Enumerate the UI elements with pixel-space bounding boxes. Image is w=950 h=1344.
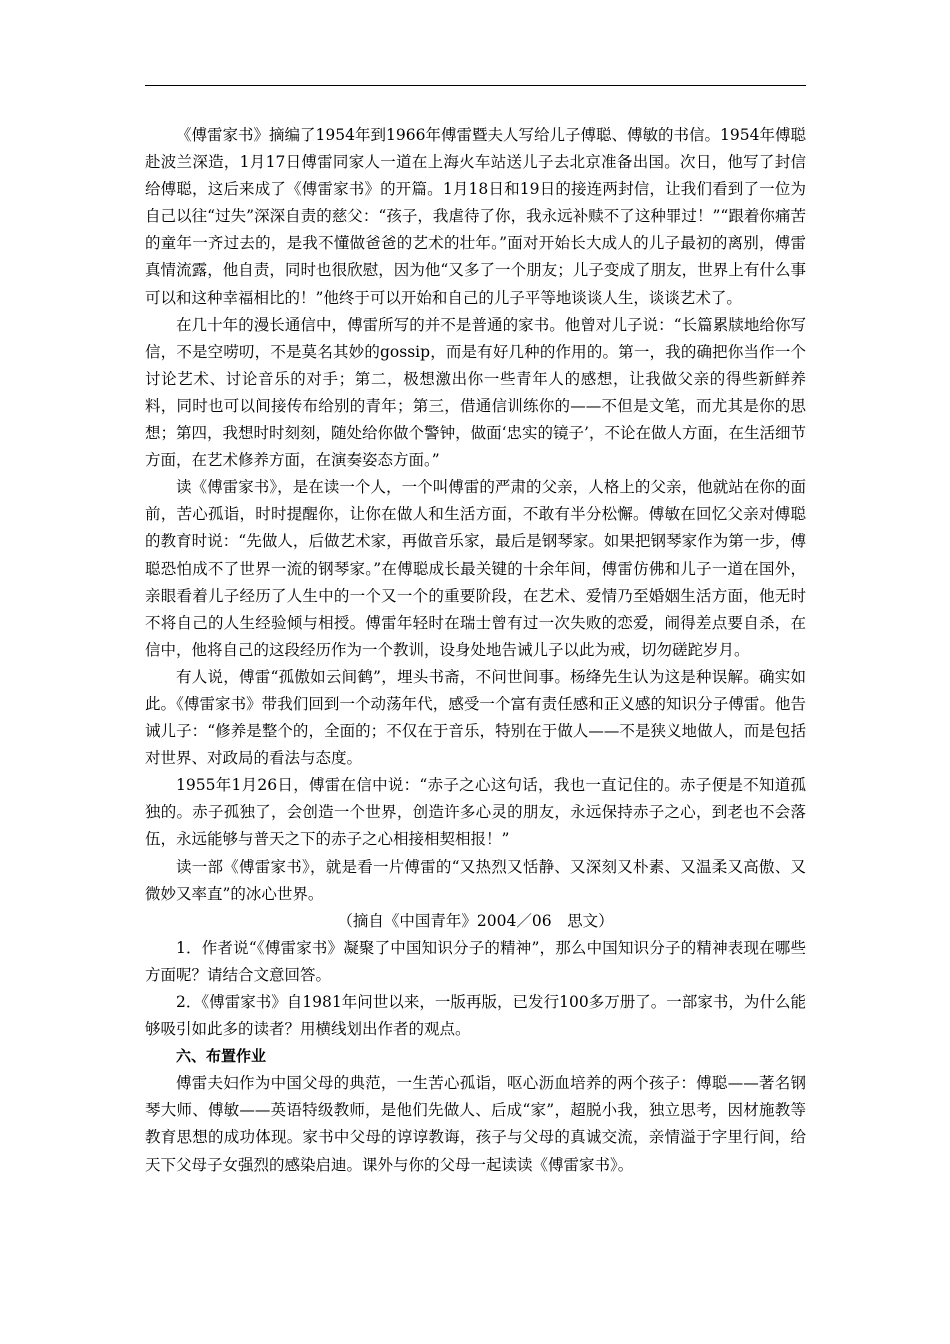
paragraph: 《傅雷家书》摘编了1954年到1966年傅雷暨夫人写给儿子傅聪、傅敏的书信。1954年傅聪赴波兰深造，1月17日傅雷同家人一道在上海火车站送儿子去北京准备出国。次日，他写了封信给傅聪，这后来成了《傅雷家书》的开篇。1月18日和19日的接连两封信，让我们看到了一位为自己以往“过失”深深自责的慈父：“孩子，我虐待了你，我永远补赎不了这种罪过！”“跟着你痛苦的童年一齐过去的，是我不懂做爸爸的艺术的壮年。”面对开始长大成人的儿子最初的离别，傅雷真情流露，他自责，同时也很欣慰，因为他“又多了一个朋友；儿子变成了朋友，世界上有什么事可以和这种幸福相比的！”他终于可以开始和自己的儿子平等地谈谈人生，谈谈艺术了。 (145, 126, 806, 307)
source-citation: （摘自《中国青年》2004／06 思文） (337, 911, 614, 930)
paragraph: 1955年1月26日，傅雷在信中说：“赤子之心这句话，我也一直记住的。赤子便是不知道孤独的。赤子孤独了，会创造一个世界，创造许多心灵的朋友，永远保持赤子之心，到老也不会落伍，永远能够与普天之下的赤子之心相接相契相报！” (145, 776, 806, 849)
paragraph: 在几十年的漫长通信中，傅雷所写的并不是普通的家书。他曾对儿子说：“长篇累牍地给你写信，不是空唠叨，不是莫名其妙的gossip，而是有好几种的作用的。第一，我的确把你当作一个讨论艺术、讨论音乐的对手；第二，极想激出你一些青年人的感想，让我做父亲的得些新鲜养料，同时也可以间接传布给别的青年；第三，借通信训练你的——不但是文笔，而尤其是你的思想；第四，我想时时刻刻，随处给你做个警钟，做面‘忠实的镜子’，不论在做人方面，在生活细节方面，在艺术修养方面，在演奏姿态方面。” (145, 315, 806, 470)
paragraph: 读一部《傅雷家书》，就是看一片傅雷的“又热烈又恬静、又深刻又朴素、又温柔又高傲、又微妙又率直”的冰心世界。 (145, 857, 806, 903)
paragraph: 读《傅雷家书》，是在读一个人，一个叫傅雷的严肃的父亲，人格上的父亲，他就站在你的面前，苦心孤诣，时时提醒你，让你在做人和生活方面，不敢有半分松懈。傅敏在回忆父亲对傅聪的教育时说：“先做人，后做艺术家，再做音乐家，最后是钢琴家。如果把钢琴家作为第一步，傅聪恐怕成不了世界一流的钢琴家。”在傅聪成长最关键的十余年间，傅雷仿佛和儿子一道在国外，亲眼看着儿子经历了人生中的一个又一个的重要阶段，在艺术、爱情乃至婚姻生活方面，他无时不将自己的人生经验倾与相授。傅雷年轻时在瑞士曾有过一次失败的恋爱，闹得差点要自杀，在信中，他将自己的这段经历作为一个教训，设身处地告诫儿子以此为戒，切勿磋跎岁月。 (145, 478, 806, 659)
homework-paragraph: 傅雷夫妇作为中国父母的典范，一生苦心孤诣，呕心沥血培养的两个孩子：傅聪——著名钢琴大师、傅敏——英语特级教师，是他们先做人、后成“家”，超脱小我，独立思考，因材施教等教育思想的成功体现。家书中父母的谆谆教诲，孩子与父母的真诚交流，亲情溢于字里行间，给天下父母子女强烈的感染启迪。课外与你的父母一起读读《傅雷家书》。 (145, 1074, 806, 1174)
document-body (145, 122, 806, 1179)
question-1: 1．作者说“《傅雷家书》凝聚了中国知识分子的精神”，那么中国知识分子的精神表现在哪些方面呢？请结合文意回答。 (145, 938, 806, 984)
section-heading: 六、布置作业 (176, 1047, 267, 1066)
header-rule (145, 85, 806, 86)
question-2: 2．《傅雷家书》自1981年问世以来，一版再版，已发行100多万册了。一部家书，为什么能够吸引如此多的读者？用横线划出作者的观点。 (145, 993, 806, 1039)
paragraph: 有人说，傅雷“孤傲如云间鹤”，埋头书斋，不问世间事。杨绛先生认为这是种误解。确实如此。《傅雷家书》带我们回到一个动荡年代，感受一个富有责任感和正义感的知识分子傅雷。他告诫儿子：“修养是整个的，全面的；不仅在于音乐，特别在于做人——不是狭义地做人，而是包括对世界、对政局的看法与态度。 (145, 667, 806, 768)
